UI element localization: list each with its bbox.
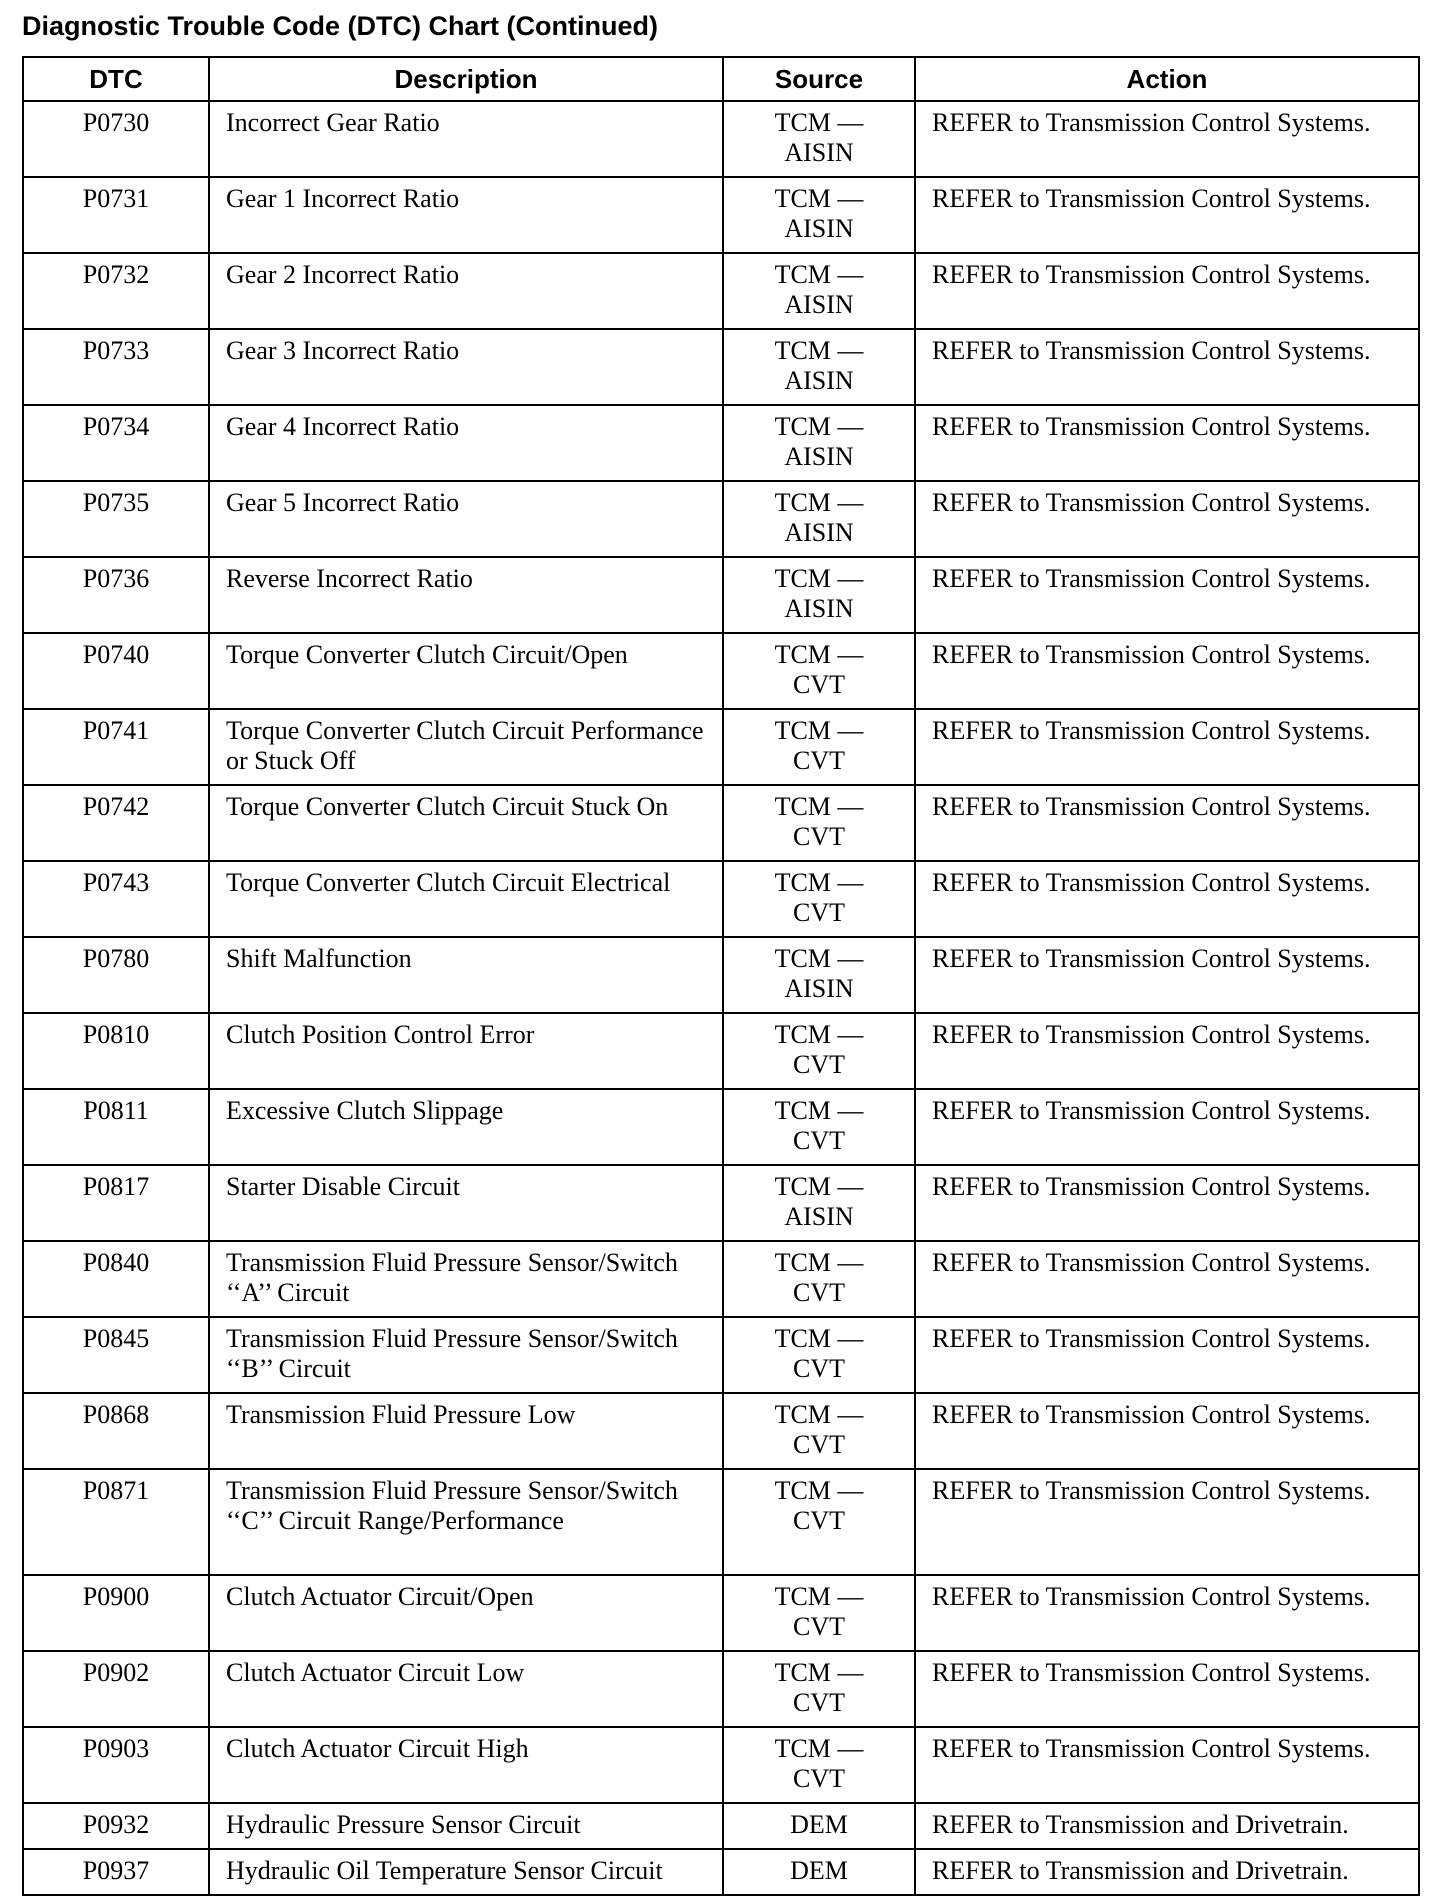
dtc-code: P0810 bbox=[23, 1013, 209, 1089]
dtc-source bbox=[723, 937, 915, 1013]
source-type: AISIN bbox=[784, 594, 854, 623]
source-module: TCM — bbox=[774, 1096, 864, 1125]
dtc-description: Transmission Fluid Pressure Sensor/Switch ‘‘A’’ Circuit bbox=[209, 1241, 723, 1317]
dtc-action: REFER to Transmission and Drivetrain. bbox=[915, 1849, 1419, 1895]
dtc-code: P0741 bbox=[23, 709, 209, 785]
dtc-source bbox=[723, 1241, 915, 1317]
source-type: CVT bbox=[793, 1050, 845, 1079]
source-module: TCM — bbox=[774, 260, 864, 289]
dtc-description: Gear 1 Incorrect Ratio bbox=[209, 177, 723, 253]
dtc-code: P0736 bbox=[23, 557, 209, 633]
dtc-source bbox=[723, 633, 915, 709]
dtc-source bbox=[723, 101, 915, 177]
dtc-source bbox=[723, 1317, 915, 1393]
dtc-source bbox=[723, 785, 915, 861]
source-type: AISIN bbox=[784, 214, 854, 243]
source-type: CVT bbox=[793, 746, 845, 775]
source-type: CVT bbox=[793, 1612, 845, 1641]
table-row bbox=[23, 785, 1419, 861]
dtc-description: Clutch Actuator Circuit/Open bbox=[209, 1575, 723, 1651]
dtc-action: REFER to Transmission Control Systems. bbox=[915, 557, 1419, 633]
dtc-action: REFER to Transmission Control Systems. bbox=[915, 1089, 1419, 1165]
dtc-description: Torque Converter Clutch Circuit Electrical bbox=[209, 861, 723, 937]
table-row bbox=[23, 861, 1419, 937]
dtc-source bbox=[723, 1393, 915, 1469]
dtc-code: P0937 bbox=[23, 1849, 209, 1895]
source-type: CVT bbox=[793, 1430, 845, 1459]
source-module: TCM — bbox=[774, 792, 864, 821]
dtc-code: P0735 bbox=[23, 481, 209, 557]
dtc-description: Excessive Clutch Slippage bbox=[209, 1089, 723, 1165]
source-module: DEM bbox=[790, 1810, 848, 1839]
dtc-action: REFER to Transmission Control Systems. bbox=[915, 861, 1419, 937]
dtc-code: P0903 bbox=[23, 1727, 209, 1803]
dtc-source bbox=[723, 329, 915, 405]
dtc-description: Gear 4 Incorrect Ratio bbox=[209, 405, 723, 481]
source-type: AISIN bbox=[784, 290, 854, 319]
table-row bbox=[23, 1803, 1419, 1849]
dtc-action: REFER to Transmission Control Systems. bbox=[915, 177, 1419, 253]
dtc-action: REFER to Transmission Control Systems. bbox=[915, 101, 1419, 177]
table-row bbox=[23, 253, 1419, 329]
source-type: CVT bbox=[793, 1126, 845, 1155]
source-module: TCM — bbox=[774, 1400, 864, 1429]
dtc-action: REFER to Transmission Control Systems. bbox=[915, 1013, 1419, 1089]
dtc-action: REFER to Transmission and Drivetrain. bbox=[915, 1803, 1419, 1849]
source-module: TCM — bbox=[774, 412, 864, 441]
source-module: TCM — bbox=[774, 564, 864, 593]
source-module: TCM — bbox=[774, 1734, 864, 1763]
table-row bbox=[23, 1575, 1419, 1651]
table-row bbox=[23, 177, 1419, 253]
dtc-description: Starter Disable Circuit bbox=[209, 1165, 723, 1241]
dtc-description: Transmission Fluid Pressure Sensor/Switch ‘‘C’’ Circuit Range/Performance bbox=[209, 1469, 723, 1575]
source-type: CVT bbox=[793, 1764, 845, 1793]
column-header-action: Action bbox=[915, 57, 1419, 101]
dtc-code: P0868 bbox=[23, 1393, 209, 1469]
dtc-description: Gear 2 Incorrect Ratio bbox=[209, 253, 723, 329]
dtc-code: P0932 bbox=[23, 1803, 209, 1849]
dtc-action: REFER to Transmission Control Systems. bbox=[915, 1165, 1419, 1241]
dtc-code: P0902 bbox=[23, 1651, 209, 1727]
dtc-action: REFER to Transmission Control Systems. bbox=[915, 1575, 1419, 1651]
dtc-description: Transmission Fluid Pressure Sensor/Switch ‘‘B’’ Circuit bbox=[209, 1317, 723, 1393]
dtc-code: P0742 bbox=[23, 785, 209, 861]
dtc-code: P0840 bbox=[23, 1241, 209, 1317]
dtc-action: REFER to Transmission Control Systems. bbox=[915, 481, 1419, 557]
dtc-action: REFER to Transmission Control Systems. bbox=[915, 633, 1419, 709]
table-row bbox=[23, 937, 1419, 1013]
dtc-description: Gear 5 Incorrect Ratio bbox=[209, 481, 723, 557]
source-module: TCM — bbox=[774, 1248, 864, 1277]
dtc-description: Hydraulic Pressure Sensor Circuit bbox=[209, 1803, 723, 1849]
dtc-description: Hydraulic Oil Temperature Sensor Circuit bbox=[209, 1849, 723, 1895]
dtc-source bbox=[723, 1165, 915, 1241]
source-type: CVT bbox=[793, 1278, 845, 1307]
dtc-description: Shift Malfunction bbox=[209, 937, 723, 1013]
dtc-code: P0731 bbox=[23, 177, 209, 253]
dtc-source bbox=[723, 1727, 915, 1803]
table-row bbox=[23, 405, 1419, 481]
dtc-source bbox=[723, 481, 915, 557]
dtc-description: Transmission Fluid Pressure Low bbox=[209, 1393, 723, 1469]
table-row bbox=[23, 481, 1419, 557]
dtc-source bbox=[723, 253, 915, 329]
dtc-table bbox=[22, 56, 1420, 1896]
table-row bbox=[23, 1165, 1419, 1241]
source-type: AISIN bbox=[784, 442, 854, 471]
dtc-description: Reverse Incorrect Ratio bbox=[209, 557, 723, 633]
dtc-code: P0740 bbox=[23, 633, 209, 709]
dtc-action: REFER to Transmission Control Systems. bbox=[915, 253, 1419, 329]
dtc-source bbox=[723, 405, 915, 481]
table-row bbox=[23, 1651, 1419, 1727]
table-row bbox=[23, 709, 1419, 785]
dtc-code: P0732 bbox=[23, 253, 209, 329]
dtc-description: Clutch Actuator Circuit Low bbox=[209, 1651, 723, 1727]
source-type: AISIN bbox=[784, 518, 854, 547]
dtc-description: Incorrect Gear Ratio bbox=[209, 101, 723, 177]
table-row bbox=[23, 557, 1419, 633]
dtc-action: REFER to Transmission Control Systems. bbox=[915, 1393, 1419, 1469]
dtc-action: REFER to Transmission Control Systems. bbox=[915, 709, 1419, 785]
source-module: TCM — bbox=[774, 488, 864, 517]
table-row bbox=[23, 101, 1419, 177]
source-type: CVT bbox=[793, 1506, 845, 1535]
dtc-action: REFER to Transmission Control Systems. bbox=[915, 329, 1419, 405]
source-module: DEM bbox=[790, 1856, 848, 1885]
table-row bbox=[23, 1393, 1419, 1469]
dtc-source bbox=[723, 557, 915, 633]
source-module: TCM — bbox=[774, 336, 864, 365]
source-type: CVT bbox=[793, 670, 845, 699]
dtc-description: Clutch Position Control Error bbox=[209, 1013, 723, 1089]
dtc-code: P0730 bbox=[23, 101, 209, 177]
source-type: CVT bbox=[793, 1688, 845, 1717]
dtc-source bbox=[723, 1803, 915, 1849]
dtc-action: REFER to Transmission Control Systems. bbox=[915, 405, 1419, 481]
dtc-code: P0871 bbox=[23, 1469, 209, 1575]
dtc-action: REFER to Transmission Control Systems. bbox=[915, 1241, 1419, 1317]
page-title: Diagnostic Trouble Code (DTC) Chart (Continued) bbox=[22, 11, 658, 41]
source-module: TCM — bbox=[774, 1582, 864, 1611]
dtc-description: Gear 3 Incorrect Ratio bbox=[209, 329, 723, 405]
table-row bbox=[23, 1849, 1419, 1895]
source-type: AISIN bbox=[784, 366, 854, 395]
dtc-source bbox=[723, 1089, 915, 1165]
dtc-action: REFER to Transmission Control Systems. bbox=[915, 1727, 1419, 1803]
source-module: TCM — bbox=[774, 184, 864, 213]
dtc-source bbox=[723, 1013, 915, 1089]
dtc-source bbox=[723, 1651, 915, 1727]
source-module: TCM — bbox=[774, 108, 864, 137]
dtc-code: P0845 bbox=[23, 1317, 209, 1393]
dtc-source bbox=[723, 177, 915, 253]
dtc-source bbox=[723, 1849, 915, 1895]
table-row bbox=[23, 1089, 1419, 1165]
source-type: AISIN bbox=[784, 974, 854, 1003]
dtc-description: Clutch Actuator Circuit High bbox=[209, 1727, 723, 1803]
source-module: TCM — bbox=[774, 868, 864, 897]
dtc-source bbox=[723, 1469, 915, 1575]
dtc-description: Torque Converter Clutch Circuit/Open bbox=[209, 633, 723, 709]
source-module: TCM — bbox=[774, 1476, 864, 1505]
source-type: AISIN bbox=[784, 138, 854, 167]
source-module: TCM — bbox=[774, 1020, 864, 1049]
dtc-action: REFER to Transmission Control Systems. bbox=[915, 1651, 1419, 1727]
dtc-source bbox=[723, 1575, 915, 1651]
dtc-code: P0811 bbox=[23, 1089, 209, 1165]
source-module: TCM — bbox=[774, 716, 864, 745]
dtc-code: P0743 bbox=[23, 861, 209, 937]
dtc-source bbox=[723, 709, 915, 785]
table-row bbox=[23, 1241, 1419, 1317]
column-header-description: Description bbox=[209, 57, 723, 101]
dtc-action: REFER to Transmission Control Systems. bbox=[915, 785, 1419, 861]
table-header-row bbox=[23, 57, 1419, 101]
source-module: TCM — bbox=[774, 640, 864, 669]
table-row bbox=[23, 329, 1419, 405]
table-row bbox=[23, 1469, 1419, 1575]
dtc-code: P0900 bbox=[23, 1575, 209, 1651]
dtc-code: P0780 bbox=[23, 937, 209, 1013]
source-type: CVT bbox=[793, 898, 845, 927]
dtc-action: REFER to Transmission Control Systems. bbox=[915, 1317, 1419, 1393]
dtc-description: Torque Converter Clutch Circuit Performance or Stuck Off bbox=[209, 709, 723, 785]
table-row bbox=[23, 1013, 1419, 1089]
dtc-code: P0733 bbox=[23, 329, 209, 405]
source-type: CVT bbox=[793, 822, 845, 851]
source-module: TCM — bbox=[774, 1658, 864, 1687]
dtc-code: P0817 bbox=[23, 1165, 209, 1241]
source-module: TCM — bbox=[774, 1172, 864, 1201]
column-header-dtc: DTC bbox=[23, 57, 209, 101]
column-header-source: Source bbox=[723, 57, 915, 101]
source-module: TCM — bbox=[774, 1324, 864, 1353]
source-type: AISIN bbox=[784, 1202, 854, 1231]
dtc-description: Torque Converter Clutch Circuit Stuck On bbox=[209, 785, 723, 861]
source-module: TCM — bbox=[774, 944, 864, 973]
dtc-code: P0734 bbox=[23, 405, 209, 481]
source-type: CVT bbox=[793, 1354, 845, 1383]
table-row bbox=[23, 633, 1419, 709]
dtc-action: REFER to Transmission Control Systems. bbox=[915, 937, 1419, 1013]
dtc-action: REFER to Transmission Control Systems. bbox=[915, 1469, 1419, 1575]
table-row bbox=[23, 1727, 1419, 1803]
dtc-source bbox=[723, 861, 915, 937]
table-row bbox=[23, 1317, 1419, 1393]
